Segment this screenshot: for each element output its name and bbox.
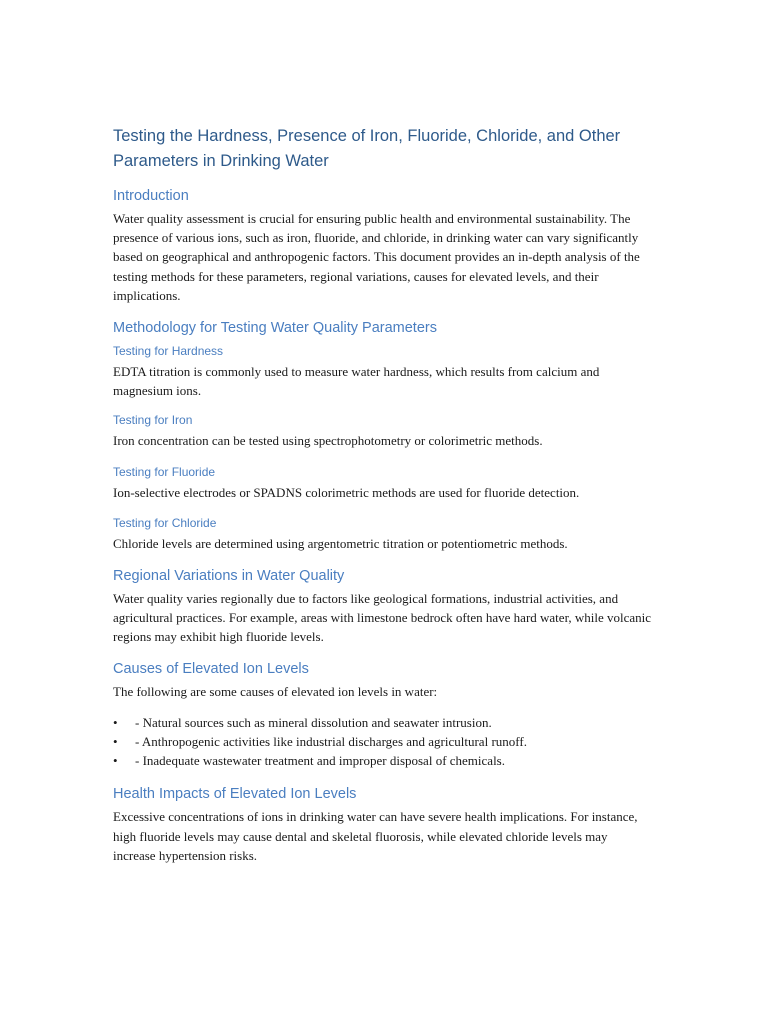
paragraph-introduction: Water quality assessment is crucial for ensuring public health and environmental sustainability. The presence of various ions, such as iron, fluoride, and chloride, in drinking water can vary significantly based on geographical and anthropogenic factors. This document provides an in-depth analysis of the testing methods for these parameters, regional variations, causes for elevated levels, and their implications. <box>113 211 640 303</box>
list-item <box>113 713 653 732</box>
paragraph-testing-chloride: Chloride levels are determined using argentometric titration or potentiometric methods. <box>113 535 568 551</box>
causes-list <box>113 713 653 771</box>
paragraph-health-impacts: Excessive concentrations of ions in drinking water can have severe health implications. For instance, high fluoride levels may cause dental and skeletal fluorosis, while elevated chloride levels may increase hypertension risks. <box>113 809 638 863</box>
heading-testing-chloride: Testing for Chloride <box>113 515 217 530</box>
heading-testing-fluoride: Testing for Fluoride <box>113 464 216 479</box>
heading-methodology: Methodology for Testing Water Quality Parameters <box>113 320 437 337</box>
list-item-text: - Anthropogenic activities like industrial discharges and agricultural runoff. <box>135 734 527 750</box>
paragraph-testing-hardness: EDTA titration is commonly used to measure water hardness, which results from calcium and magnesium ions. <box>113 364 600 399</box>
bullet-icon: • <box>113 714 118 730</box>
list-item-text: - Natural sources such as mineral dissolution and seawater intrusion. <box>135 714 492 730</box>
document-title: Testing the Hardness, Presence of Iron, Fluoride, Chloride, and Other Parameters in Drinking Water <box>113 127 621 170</box>
paragraph-testing-fluoride: Ion-selective electrodes or SPADNS colorimetric methods are used for fluoride detection. <box>113 484 580 500</box>
document-page <box>113 124 653 865</box>
paragraph-regional-variations: Water quality varies regionally due to factors like geological formations, industrial activities, and agricultural practices. For example, areas with limestone bedrock often have hard water, while volcanic regions may exhibit high fluoride levels. <box>113 591 652 645</box>
heading-health-impacts: Health Impacts of Elevated Ion Levels <box>113 786 357 803</box>
paragraph-causes: The following are some causes of elevated ion levels in water: <box>113 683 438 699</box>
paragraph-testing-iron: Iron concentration can be tested using spectrophotometry or colorimetric methods. <box>113 433 543 449</box>
heading-regional-variations: Regional Variations in Water Quality <box>113 568 345 585</box>
heading-testing-hardness: Testing for Hardness <box>113 344 224 359</box>
heading-introduction: Introduction <box>113 188 189 204</box>
heading-causes: Causes of Elevated Ion Levels <box>113 660 309 677</box>
bullet-icon: • <box>113 753 118 769</box>
list-item <box>113 751 653 770</box>
list-item <box>113 732 653 751</box>
bullet-icon: • <box>113 734 118 750</box>
heading-testing-iron: Testing for Iron <box>113 413 193 428</box>
list-item-text: - Inadequate wastewater treatment and improper disposal of chemicals. <box>135 753 505 769</box>
